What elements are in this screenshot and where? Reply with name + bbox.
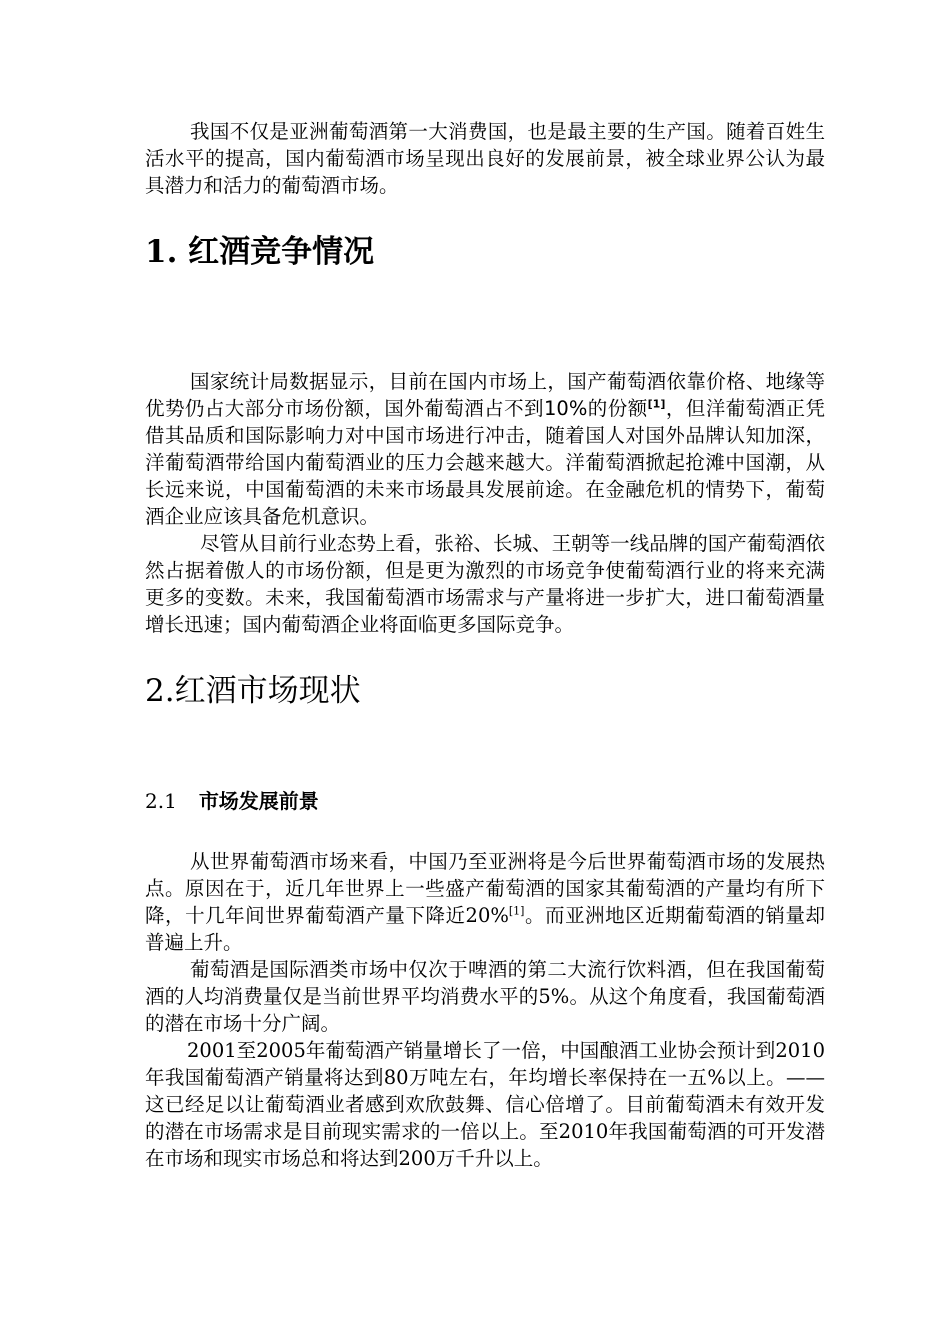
intro-paragraph: 我国不仅是亚洲葡萄酒第一大消费国，也是最主要的生产国。随着百姓生活水平的提高，国内葡萄酒市场呈现出良好的发展前景，被全球业界公认为最具潜力和活力的葡萄酒市场。 xyxy=(145,120,825,197)
citation-ref: [1] xyxy=(647,397,666,411)
percent-value: 10% xyxy=(544,397,588,420)
text-run: 从世界葡萄酒市场来看，中国乃至亚洲将是今后世界葡萄酒市场的发展热点。原因在于，近几年世界上一些盛产葡萄酒的国家其葡萄酒的产量均有所下降，十几年间世界葡萄酒产量下降近20% xyxy=(145,850,825,927)
text-run: 国家统计局数据显示，目前在国内市场上，国产葡萄酒依靠价格、地缘等优势仍占大部分市场份额，国外葡萄酒占不到 xyxy=(145,370,825,420)
section-2-heading: 2.红酒市场现状 xyxy=(145,673,361,709)
section-2-paragraph-3: 2001至2005年葡萄酒产销量增长了一倍，中国酿酒工业协会预计到2010年我国葡萄酒产销量将达到80万吨左右，年均增长率保持在一五%以上。——这已经足以让葡萄酒业者感到欢欣鼓舞、信心倍增了。目前葡萄酒未有效开发的潜在市场需求是目前现实需求的一倍以上。至2010年我国葡萄酒的可开发潜在市场和现实市场总和将达到200万千升以上。 xyxy=(145,1039,825,1170)
section-2-paragraph-1 xyxy=(145,848,825,956)
text-run: 。而亚洲地区近期葡萄酒的销量却普遍上升。 xyxy=(145,904,825,954)
citation-ref: [1] xyxy=(508,904,525,918)
text-run: ，但洋葡萄酒正凭借其品质和国际影响力对中国市场进行冲击，随着国人对国外品牌认知加深，洋葡萄酒带给国内葡萄酒业的压力会越来越大。洋葡萄酒掀起抢滩中国潮，从长远来说，中国葡萄酒的未来市场最具发展前途。在金融危机的情势下，葡萄酒企业应该具备危机意识。 xyxy=(145,397,825,528)
subsection-title: 市场发展前景 xyxy=(198,789,319,813)
section-2-paragraph-2: 葡萄酒是国际酒类市场中仅次于啤酒的第二大流行饮料酒，但在我国葡萄酒的人均消费量仅是当前世界平均消费水平的5%。从这个角度看，我国葡萄酒的潜在市场十分广阔。 xyxy=(145,958,825,1035)
text-run: 的份额 xyxy=(587,397,648,420)
section-1-paragraph-1 xyxy=(145,368,825,530)
document-page xyxy=(145,118,825,1172)
section-1-paragraph-2: 尽管从目前行业态势上看，张裕、长城、王朝等一线品牌的国产葡萄酒依然占据着傲人的市场份额，但是更为激烈的市场竞争使葡萄酒行业的将来充满更多的变数。未来，我国葡萄酒市场需求与产量将进一步扩大，进口葡萄酒量增长迅速；国内葡萄酒企业将面临更多国际竞争。 xyxy=(145,532,825,636)
section-1-heading: 1. 红酒竞争情况 xyxy=(145,234,375,270)
subsection-number: 2.1 xyxy=(145,789,177,813)
subsection-2-1-heading xyxy=(145,788,825,814)
